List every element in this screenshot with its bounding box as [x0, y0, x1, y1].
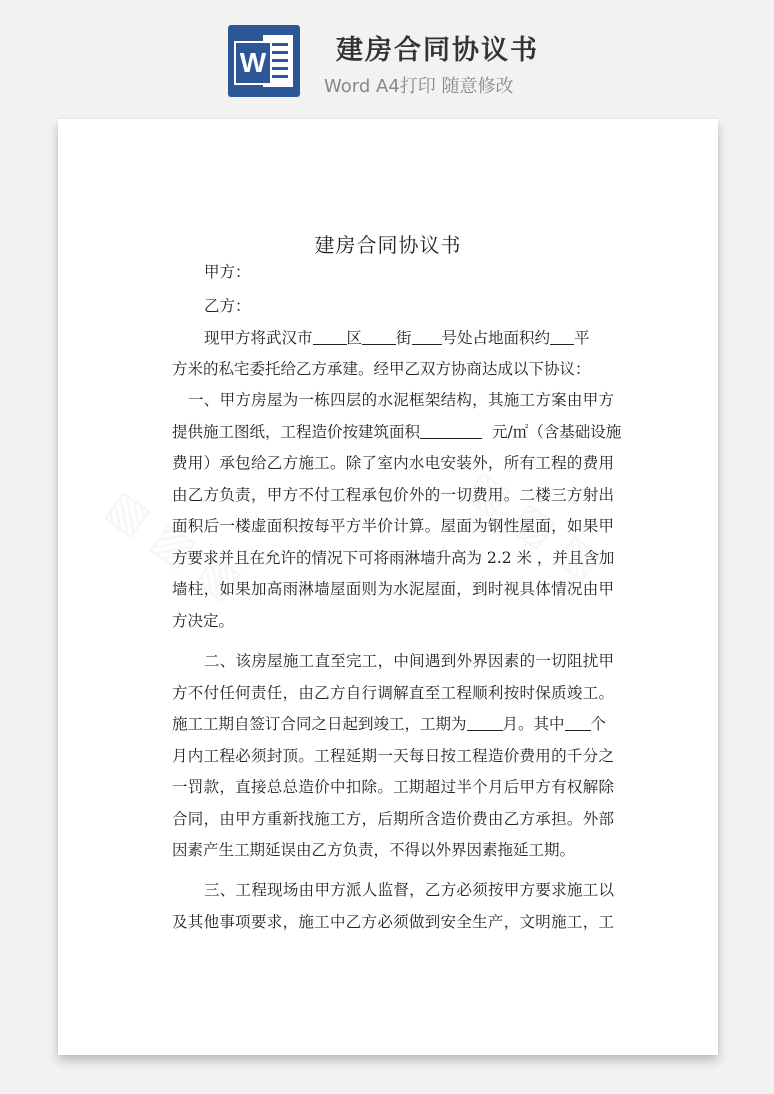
paragraph-line: 费用）承包给乙方施工。除了室内水电安装外，所有工程的费用	[172, 454, 614, 472]
party-b-label: 乙方：	[204, 297, 251, 315]
text-run: 街	[396, 329, 412, 347]
paragraph-line: 一罚款，直接总总造价中扣除。工期超过半个月后甲方有权解除	[172, 778, 614, 796]
paragraph-line: 方要求并且在允许的情况下可将雨淋墙升高为 2.2 米 ，并且含加	[172, 549, 615, 567]
blank-street	[362, 328, 396, 345]
party-b-line	[172, 293, 614, 319]
document-page	[58, 119, 718, 1055]
text-run: 号处占地面积约	[441, 329, 551, 347]
paragraph-line	[172, 325, 614, 351]
paragraph-line: 面积后一楼虚面积按每平方半价计算。屋面为钢性屋面，如果甲	[172, 517, 614, 535]
document-title: 建房合同协议书	[314, 233, 462, 257]
paragraph-line: 方米的私宅委托给乙方承建。经甲乙双方协商达成以下协议：	[172, 360, 591, 378]
paragraph-line: 方不付任何责任，由乙方自行调解直至工程顺利按时保质竣工。	[172, 684, 614, 702]
paragraph-line	[172, 711, 614, 737]
text-run: 个	[590, 715, 607, 733]
text-run: 区	[346, 329, 363, 347]
paragraph-line: 一、甲方房屋为一栋四层的水泥框架结构，其施工方案由甲方	[188, 391, 614, 409]
blank-area	[550, 328, 574, 345]
text-run: 元/㎡（含基础设施	[492, 423, 622, 441]
paragraph-line: 及其他事项要求，施工中乙方必须做到安全生产，文明施工，工	[172, 913, 614, 931]
paragraph-line: 墙柱，如果加高雨淋墙屋面则为水泥屋面，到时视具体情况由甲	[172, 580, 614, 598]
paragraph-line: 月内工程必须封顶。工程延期一天每日按工程造价费用的千分之	[172, 747, 614, 765]
word-letter: W	[234, 41, 272, 85]
paragraph-line: 方决定。	[172, 612, 235, 630]
text-run: 平	[574, 329, 590, 347]
paragraph-line: 因素产生工期延误由乙方负责，不得以外界因素拖延工期。	[172, 841, 576, 859]
text-run: 施工工期自签订合同之日起到竣工，工期为	[172, 715, 467, 733]
blank-roof-months	[565, 714, 591, 731]
blank-price	[420, 422, 482, 439]
word-document-icon	[228, 25, 300, 97]
party-a-label: 甲方：	[204, 263, 251, 281]
blank-district	[313, 328, 347, 345]
paragraph-line: 合同，由甲方重新找施工方，后期所含造价费由乙方承担。外部	[172, 810, 614, 828]
header-title: 建房合同协议书	[336, 35, 539, 66]
blank-months	[467, 714, 503, 731]
header-subtitle: Word A4打印 随意修改	[324, 76, 514, 97]
blank-number	[412, 328, 442, 345]
party-a-line	[172, 259, 614, 285]
paragraph-line: 二、该房屋施工直至完工，中间遇到外界因素的一切阻扰甲	[204, 652, 614, 670]
text-run: 提供施工图纸，工程造价按建筑面积	[172, 423, 421, 441]
text-run: 现甲方将武汉市	[204, 329, 313, 347]
paragraph-line: 三、工程现场由甲方派人监督，乙方必须按甲方要求施工以	[204, 881, 614, 899]
text-run: 月。其中	[502, 715, 565, 733]
paragraph-line	[172, 419, 622, 445]
paragraph-line: 由乙方负责，甲方不付工程承包价外的一切费用。二楼三方射出	[172, 486, 614, 504]
header	[0, 0, 774, 110]
